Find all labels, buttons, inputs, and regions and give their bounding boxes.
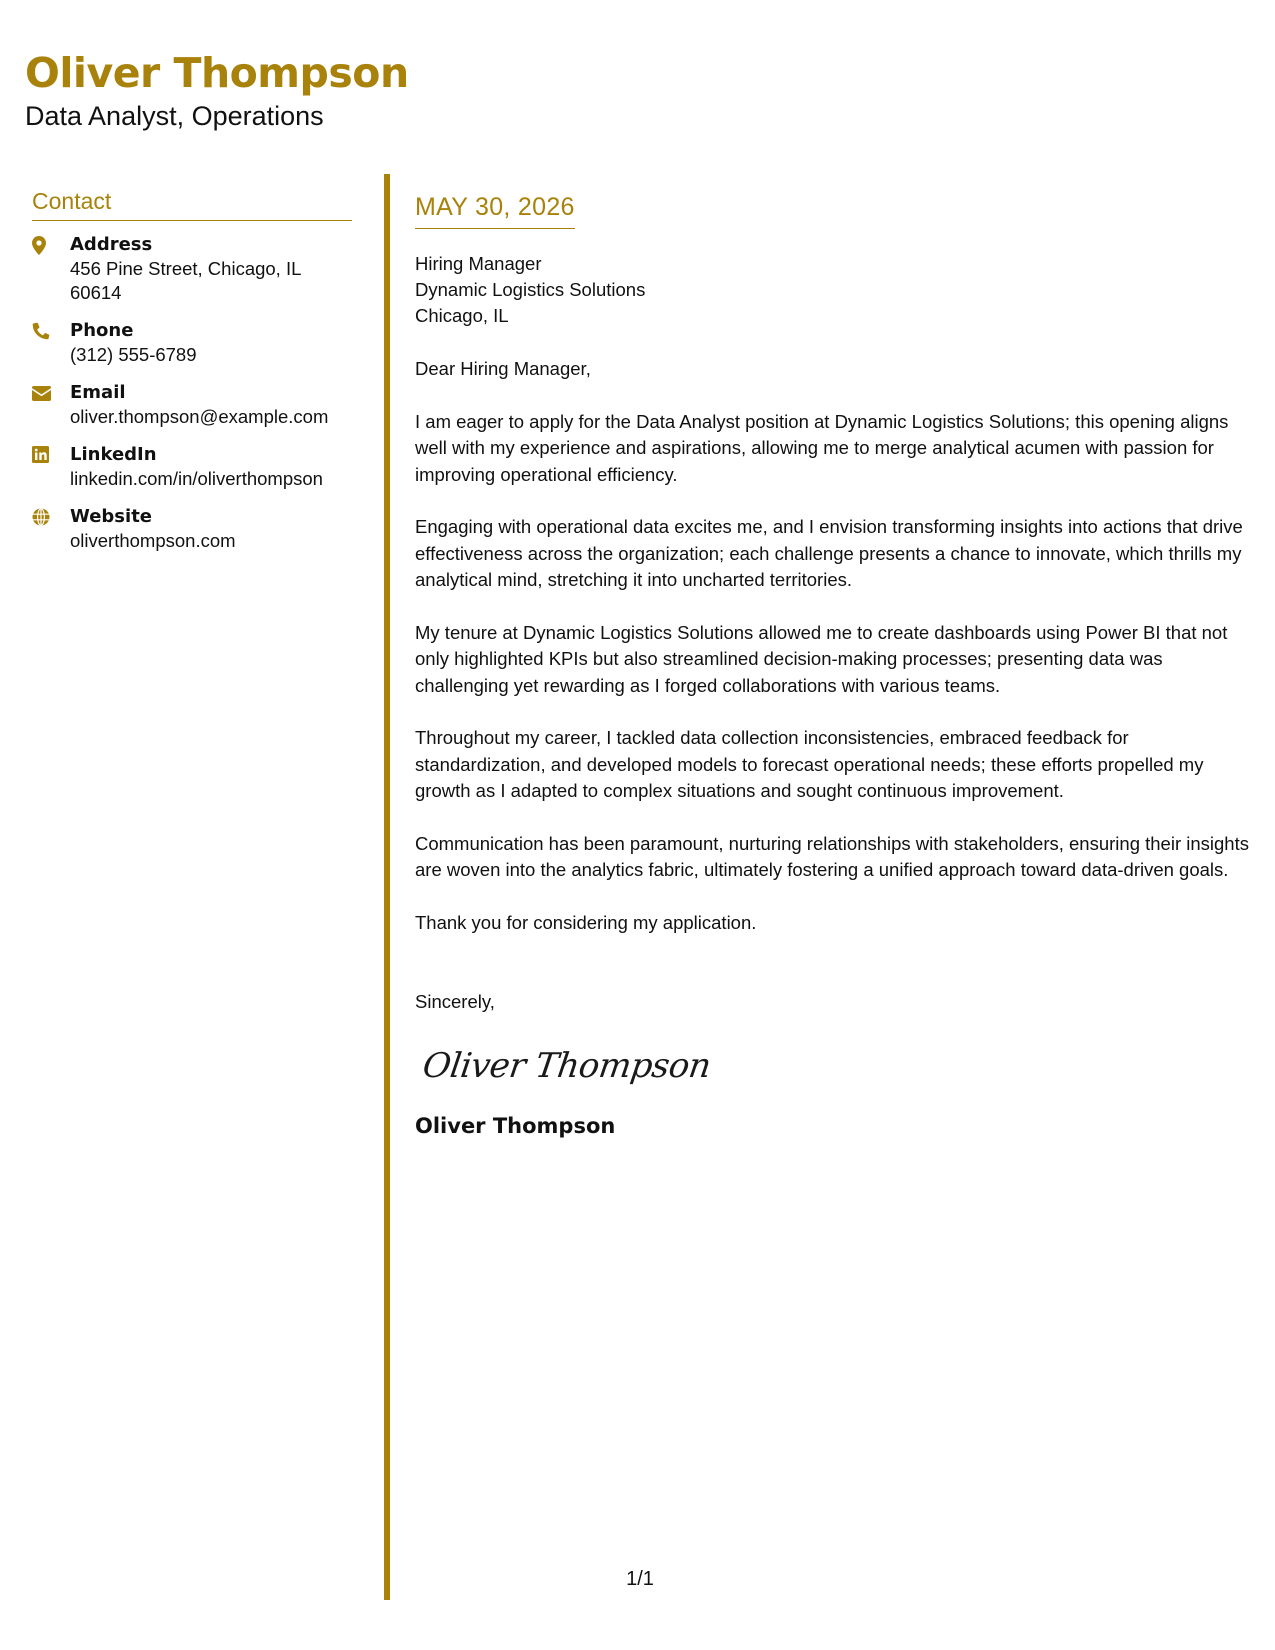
phone-icon xyxy=(32,319,70,340)
recipient-company: Dynamic Logistics Solutions xyxy=(415,279,646,300)
address-value: 456 Pine Street, Chicago, IL 60614 xyxy=(70,258,301,303)
contact-phone xyxy=(32,319,352,367)
recipient-location: Chicago, IL xyxy=(415,305,509,326)
letter-date: MAY 30, 2026 xyxy=(415,190,575,229)
page-number: 1/1 xyxy=(626,1568,654,1590)
body-paragraph: My tenure at Dynamic Logistics Solutions allowed me to create dashboards using Power BI that not only highlighted KPIs but also streamlined decision-making processes; presenting data was challenging yet rewarding as I forged collaborations with various teams. xyxy=(415,621,1228,696)
recipient-title: Hiring Manager xyxy=(415,253,542,274)
website-value: oliverthompson.com xyxy=(70,530,236,551)
contact-label: Phone xyxy=(70,320,134,341)
contact-label: Website xyxy=(70,506,153,527)
contact-website xyxy=(32,505,352,553)
envelope-icon xyxy=(32,381,70,401)
job-title: Data Analyst, Operations xyxy=(25,101,324,131)
email-value: oliver.thompson@example.com xyxy=(70,406,329,427)
body-paragraph: Engaging with operational data excites me, and I envision transforming insights into actions that drive effectiveness across the organization; each challenge presents a chance to innovate, which thrills my analytical mind, stretching it into uncharted territories. xyxy=(415,516,1243,590)
phone-value: (312) 555-6789 xyxy=(70,344,197,365)
linkedin-value: linkedin.com/in/oliverthompson xyxy=(70,468,323,489)
linkedin-icon xyxy=(32,443,70,463)
recipient-block xyxy=(415,251,1255,329)
applicant-name: Oliver Thompson xyxy=(25,49,409,97)
globe-icon xyxy=(32,505,70,526)
vertical-divider xyxy=(384,174,390,1600)
contact-heading: Contact xyxy=(32,186,352,221)
contact-email xyxy=(32,381,352,429)
contact-address xyxy=(32,233,352,305)
closing: Sincerely, xyxy=(415,991,495,1012)
handwritten-signature: Oliver Thompson xyxy=(420,1045,714,1086)
body-paragraph: Thank you for considering my application. xyxy=(415,911,757,933)
contact-label: LinkedIn xyxy=(70,444,157,465)
map-pin-icon xyxy=(32,233,70,255)
salutation: Dear Hiring Manager, xyxy=(415,358,591,379)
contact-linkedin xyxy=(32,443,352,491)
letter-body xyxy=(415,190,1255,1140)
contact-label: Email xyxy=(70,382,126,403)
contact-label: Address xyxy=(70,234,153,255)
signed-name: Oliver Thompson xyxy=(415,1113,616,1138)
contact-sidebar xyxy=(32,186,352,567)
body-paragraph: I am eager to apply for the Data Analyst position at Dynamic Logistics Solutions; this opening aligns well with my experience and aspirations, allowing me to merge analytical acumen with passion for improving operational efficiency. xyxy=(415,410,1229,485)
body-paragraph: Throughout my career, I tackled data collection inconsistencies, embraced feedback for standardization, and developed models to forecast operational needs; these efforts propelled my growth as I adapted to complex situations and sought continuous improvement. xyxy=(415,727,1204,801)
body-paragraph: Communication has been paramount, nurturing relationships with stakeholders, ensuring their insights are woven into the analytics fabric, ultimately fostering a unified approach toward data-driven goals. xyxy=(415,832,1249,880)
